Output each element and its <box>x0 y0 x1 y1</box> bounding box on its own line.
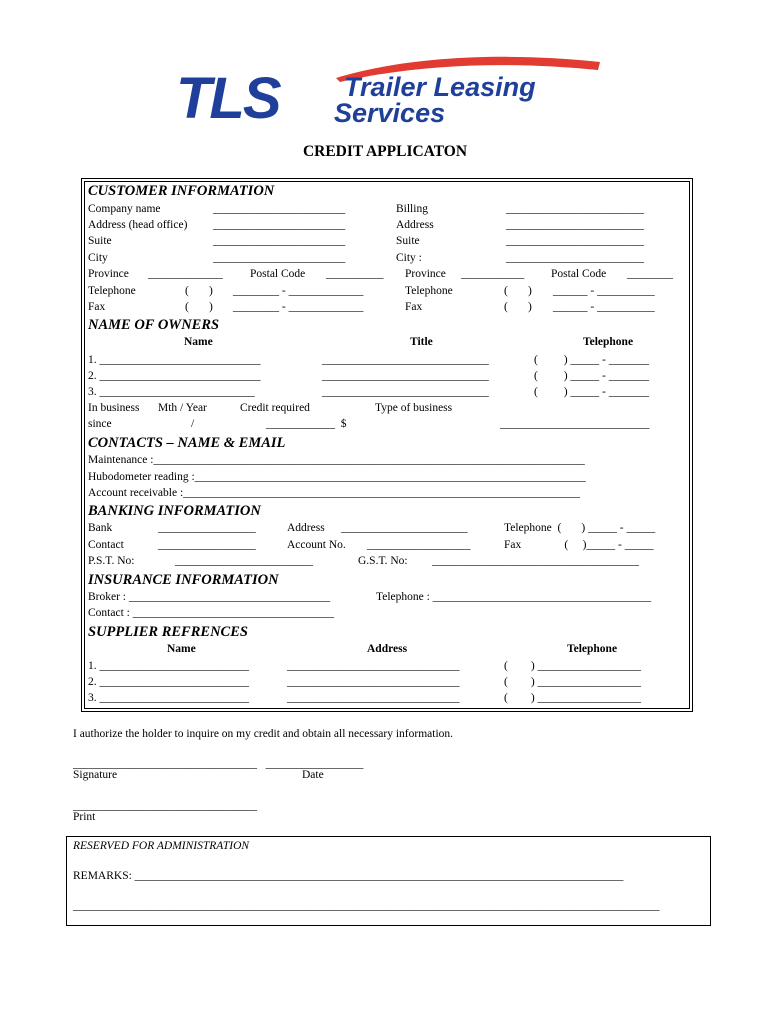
postal-code-label: Postal Code <box>250 268 306 280</box>
type-of-business-field[interactable]: __________________________ <box>500 418 650 430</box>
remarks-extra-line[interactable]: ______________________________________________________________________________________________________ <box>73 900 660 912</box>
account-receivable-contact-field[interactable]: Account receivable :_____________________________________________________________________ <box>88 487 580 499</box>
billing-suite-field[interactable]: ________________________ <box>506 235 644 247</box>
print-label: Print <box>73 811 96 823</box>
suppliers-col-address: Address <box>367 643 408 655</box>
owners-col-title: Title <box>410 336 433 348</box>
bank-contact-label: Contact <box>88 539 124 551</box>
billing-province-label: Province <box>405 268 446 280</box>
supplier-2-telephone-field[interactable]: ( ) __________________ <box>504 676 642 688</box>
gst-label: G.S.T. No: <box>358 555 408 567</box>
type-of-business-label: Type of business <box>375 402 453 414</box>
postal-code-field[interactable]: __________ <box>326 268 384 280</box>
signature-label: Signature <box>73 769 118 781</box>
customer-section-header: CUSTOMER INFORMATION <box>88 183 275 199</box>
billing-address-field[interactable]: ________________________ <box>506 219 644 231</box>
owner-1-title-field[interactable]: _____________________________ <box>322 354 489 366</box>
billing-telephone-field[interactable]: ______ - __________ <box>553 285 655 297</box>
insurance-telephone-field[interactable]: Telephone : ______________________________________ <box>376 591 652 603</box>
billing-field[interactable]: ________________________ <box>506 203 644 215</box>
city-field[interactable]: _______________________ <box>213 252 346 264</box>
fax-field[interactable]: ________ - _____________ <box>233 301 364 313</box>
owner-1-telephone-field[interactable]: ( ) _____ - _______ <box>534 354 649 366</box>
hubodometer-contact-field[interactable]: Hubodometer reading :____________________________________________________________________ <box>88 471 586 483</box>
insurance-section-header: INSURANCE INFORMATION <box>88 572 279 588</box>
signature-date-line[interactable]: ________________________________ _________________ <box>73 758 364 770</box>
telephone-label: Telephone <box>88 285 136 297</box>
suppliers-col-telephone: Telephone <box>567 643 618 655</box>
suite-field[interactable]: _______________________ <box>213 235 346 247</box>
bank-fax-field[interactable]: Fax ( )_____ - _____ <box>504 539 654 551</box>
credit-required-field[interactable]: ____________ $ <box>266 418 347 430</box>
supplier-1-telephone-field[interactable]: ( ) __________________ <box>504 660 642 672</box>
billing-city-label: City : <box>396 252 422 264</box>
logo-line2: Services <box>334 98 446 128</box>
billing-province-field[interactable]: ___________ <box>461 268 525 280</box>
owner-2-title-field[interactable]: _____________________________ <box>322 370 489 382</box>
bank-label: Bank <box>88 522 113 534</box>
billing-fax-label: Fax <box>405 301 423 313</box>
company-name-field[interactable]: _______________________ <box>213 203 346 215</box>
billing-fax-field[interactable]: ______ - __________ <box>553 301 655 313</box>
in-business-label: In business <box>88 402 140 414</box>
contacts-section-header: CONTACTS – NAME & EMAIL <box>88 435 286 451</box>
billing-postal-code-field[interactable]: ________ <box>627 268 673 280</box>
suite-label: Suite <box>88 235 112 247</box>
telephone-area-code[interactable]: ( ) <box>185 285 213 297</box>
since-label: since <box>88 418 112 430</box>
head-office-address-label: Address (head office) <box>88 219 188 231</box>
billing-label: Billing <box>396 203 428 215</box>
owner-2-name-field[interactable]: 2. ____________________________ <box>88 370 261 382</box>
date-label: Date <box>302 769 324 781</box>
broker-field[interactable]: Broker : ___________________________________ <box>88 591 331 603</box>
supplier-3-address-field[interactable]: ______________________________ <box>287 692 460 704</box>
suppliers-col-name: Name <box>167 643 196 655</box>
owner-2-telephone-field[interactable]: ( ) _____ - _______ <box>534 370 649 382</box>
print-name-line[interactable]: ________________________________ <box>73 800 257 812</box>
bank-address-label: Address <box>287 522 325 534</box>
owners-section-header: NAME OF OWNERS <box>88 317 220 333</box>
mth-year-label: Mth / Year <box>158 402 207 414</box>
logo-line1: Trailer Leasing <box>344 72 536 102</box>
owners-col-name: Name <box>184 336 213 348</box>
supplier-3-telephone-field[interactable]: ( ) __________________ <box>504 692 642 704</box>
logo-mark: TLS <box>176 66 280 130</box>
billing-address-label: Address <box>396 219 434 231</box>
account-no-label: Account No. <box>287 539 346 551</box>
province-field[interactable]: _____________ <box>148 268 223 280</box>
in-business-since-field[interactable]: / <box>191 418 195 430</box>
owner-3-name-field[interactable]: 3. ___________________________ <box>88 386 255 398</box>
supplier-1-name-field[interactable]: 1. __________________________ <box>88 660 249 672</box>
account-no-field[interactable]: __________________ <box>367 539 471 551</box>
insurance-contact-field[interactable]: Contact : ___________________________________ <box>88 607 334 619</box>
supplier-3-name-field[interactable]: 3. __________________________ <box>88 692 249 704</box>
owners-col-telephone: Telephone <box>583 336 634 348</box>
bank-address-field[interactable]: ______________________ <box>341 522 468 534</box>
supplier-2-address-field[interactable]: ______________________________ <box>287 676 460 688</box>
tls-logo <box>168 48 608 130</box>
supplier-1-address-field[interactable]: ______________________________ <box>287 660 460 672</box>
remarks-field[interactable]: REMARKS: _____________________________________________________________________________________ <box>73 870 624 882</box>
fax-label: Fax <box>88 301 106 313</box>
owner-3-telephone-field[interactable]: ( ) _____ - _______ <box>534 386 649 398</box>
head-office-address-field[interactable]: _______________________ <box>213 219 346 231</box>
company-name-label: Company name <box>88 203 161 215</box>
fax-area-code[interactable]: ( ) <box>185 301 213 313</box>
billing-telephone-area-code[interactable]: ( ) <box>504 285 532 297</box>
billing-telephone-label: Telephone <box>405 285 453 297</box>
credit-required-label: Credit required <box>240 402 310 414</box>
telephone-field[interactable]: ________ - _____________ <box>233 285 364 297</box>
city-label: City <box>88 252 108 264</box>
pst-label: P.S.T. No: <box>88 555 135 567</box>
billing-postal-code-label: Postal Code <box>551 268 607 280</box>
billing-fax-area-code[interactable]: ( ) <box>504 301 532 313</box>
bank-field[interactable]: _________________ <box>158 522 256 534</box>
bank-contact-field[interactable]: _________________ <box>158 539 256 551</box>
pst-field[interactable]: ________________________ <box>175 555 313 567</box>
billing-city-field[interactable]: ________________________ <box>506 252 644 264</box>
province-label: Province <box>88 268 129 280</box>
page-title: CREDIT APPLICATON <box>302 143 468 160</box>
suppliers-section-header: SUPPLIER REFRENCES <box>88 624 248 640</box>
authorization-statement: I authorize the holder to inquire on my credit and obtain all necessary information. <box>73 728 454 740</box>
banking-section-header: BANKING INFORMATION <box>88 503 261 519</box>
owner-1-name-field[interactable]: 1. ____________________________ <box>88 354 261 366</box>
maintenance-contact-field[interactable]: Maintenance :___________________________________________________________________________ <box>88 454 585 466</box>
gst-field[interactable]: ____________________________________ <box>432 555 639 567</box>
supplier-2-name-field[interactable]: 2. __________________________ <box>88 676 249 688</box>
bank-telephone-field[interactable]: Telephone ( ) _____ - _____ <box>504 522 656 534</box>
owner-3-title-field[interactable]: _____________________________ <box>322 386 489 398</box>
billing-suite-label: Suite <box>396 235 420 247</box>
admin-header: RESERVED FOR ADMINISTRATION <box>73 840 250 852</box>
